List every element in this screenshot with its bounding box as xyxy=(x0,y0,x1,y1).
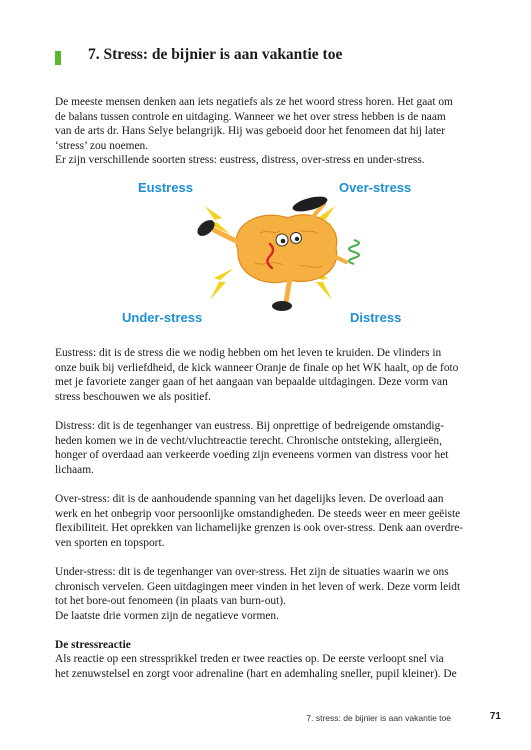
intro-line: De meeste mensen denken aan iets negatiefs als ze het woord stress horen. Het gaat om xyxy=(55,96,453,108)
eustress-line: met je favoriete zanger gaan of het aangaan van bepaalde uitdagingen. Deze vorm van xyxy=(55,376,448,389)
over-stress-line: werk en het onbegrip voor persoonlijke omstandigheden. De steeds weer en meer geëiste xyxy=(55,507,461,520)
distress-line: heden komen we in de vecht/vluchtreactie terecht. Chronische ontsteking, allergieën, xyxy=(55,434,442,447)
over-stress-line: ven sporten en topsport. xyxy=(55,536,165,549)
stressreactie-line: Als reactie op een stressprikkel treden er twee reacties op. De eerste verloopt snel via xyxy=(55,653,444,666)
intro-types-line: Er zijn verschillende soorten stress: eustress, distress, over-stress en under-stress. xyxy=(55,154,425,167)
stressreactie-heading: De stressreactie xyxy=(55,638,131,651)
label-under-stress: Under-stress xyxy=(122,310,203,325)
label-distress: Distress xyxy=(350,310,402,325)
eustress-line: stress beschouwen we als positief. xyxy=(55,390,211,403)
eustress-line: onze buik bij verliefdheid, de kick wanneer Oranje de finale op het WK haalt, op de foto xyxy=(55,361,459,374)
stressreactie-line: het zenuwstelsel en zorgt voor adrenaline (hart en ademhaling sneller, pupil kleiner). De xyxy=(55,668,457,681)
label-eustress: Eustress xyxy=(138,180,193,195)
intro-text xyxy=(55,95,487,168)
under-stress-line: chronisch vervelen. Geen uitdagingen meer vinden in het leven of werk. Deze vorm leidt xyxy=(55,580,461,593)
label-over-stress: Over-stress xyxy=(339,180,412,195)
stress-types-illustration xyxy=(110,178,430,328)
main-text xyxy=(55,346,487,682)
distress-line: lichaam. xyxy=(55,463,94,476)
intro-line: de balans tussen controle en uitdaging. Wanneer we het over stress hebben is de naam xyxy=(55,110,446,123)
over-stress-line: Over-stress: dit is de aanhoudende spanning van het dagelijks leven. De overload aan xyxy=(55,492,444,505)
adrenal-gland-cartoon-icon xyxy=(110,178,430,328)
eustress-line: Eustress: dit is de stress die we nodig hebben om het leven te kruiden. De vlinders in xyxy=(55,347,442,359)
intro-line: ‘stress’ zou noemen. xyxy=(55,139,149,152)
hat-icon xyxy=(291,194,329,215)
under-stress-line: Under-stress: dit is de tegenhanger van over-stress. Het zijn de situaties waarin we ons xyxy=(55,565,449,578)
distress-line: Distress: dit is de tegenhanger van eustress. Bij onprettige of bedreigende omstandig- xyxy=(55,419,445,432)
spring-icon xyxy=(349,240,359,264)
lightning-bolt-icon xyxy=(210,268,234,300)
distress-line: honger of overdaad aan verkeerde voeding zijn eveneens vormen van distress voor het xyxy=(55,449,449,462)
under-stress-line: tot het bore-out fenomeen (in plaats van burn-out). xyxy=(55,595,286,608)
shoe-icon xyxy=(272,301,292,311)
chapter-title: 7. Stress: de bijnier is aan vakantie toe xyxy=(88,46,343,63)
page-number: 71 xyxy=(489,711,501,722)
chapter-marker xyxy=(55,51,61,65)
closing-line: De laatste drie vormen zijn de negatieve vormen. xyxy=(55,609,279,622)
over-stress-line: flexibiliteit. Het oprekken van lichamelijke grenzen is ook over-stress. Denk aan overdre- xyxy=(55,522,464,535)
intro-line: van de arts dr. Hans Selye belangrijk. Hij was geboeid door het fenomeen dat hij later xyxy=(55,125,446,138)
body-shape xyxy=(236,215,337,283)
running-footer-title: 7. stress: de bijnier is aan vakantie toe xyxy=(306,713,451,723)
